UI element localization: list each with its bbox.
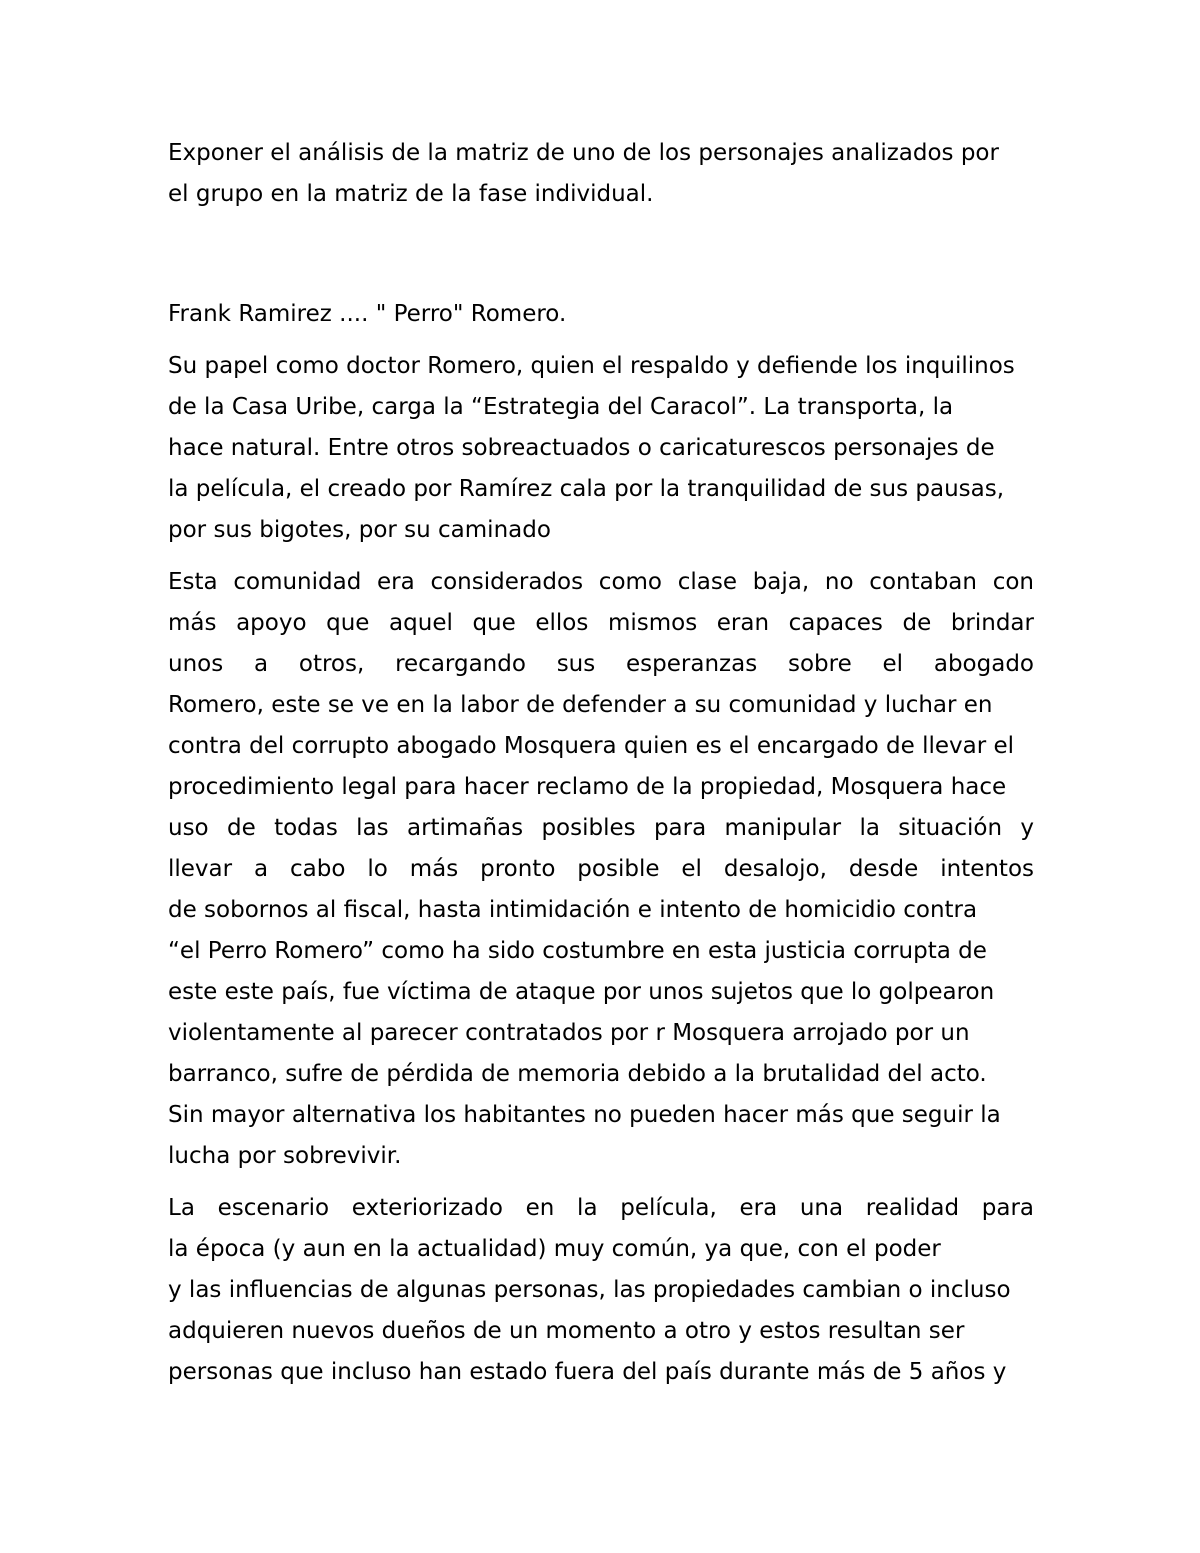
paragraph-line: La escenario exteriorizado en la película, era una realidad para bbox=[168, 1195, 1034, 1221]
paragraph-line: Su papel como doctor Romero, quien el respaldo y defiende los inquilinos bbox=[168, 353, 1015, 379]
prompt-line: el grupo en la matriz de la fase individual. bbox=[168, 181, 654, 207]
paragraph-line: personas que incluso han estado fuera del país durante más de 5 años y bbox=[168, 1359, 1007, 1385]
paragraph-line: Esta comunidad era considerados como clase baja, no contaban con bbox=[168, 569, 1034, 595]
paragraph-line: uso de todas las artimañas posibles para manipular la situación y bbox=[168, 815, 1034, 841]
paragraph-line: llevar a cabo lo más pronto posible el desalojo, desde intentos bbox=[168, 856, 1034, 882]
paragraph-scenario bbox=[168, 1188, 1034, 1393]
paragraph-line: este este país, fue víctima de ataque por unos sujetos que lo golpearon bbox=[168, 979, 995, 1005]
document-body bbox=[168, 133, 1034, 1393]
paragraph-line: Romero, este se ve en la labor de defender a su comunidad y luchar en bbox=[168, 692, 993, 718]
paragraph-line: hace natural. Entre otros sobreactuados o caricaturescos personajes de bbox=[168, 435, 995, 461]
prompt-line: Exponer el análisis de la matriz de uno de los personajes analizados por bbox=[168, 140, 999, 166]
paragraph-line: por sus bigotes, por su caminado bbox=[168, 517, 551, 543]
paragraph-line: procedimiento legal para hacer reclamo de la propiedad, Mosquera hace bbox=[168, 774, 1007, 800]
paragraph-line: “el Perro Romero” como ha sido costumbre en esta justicia corrupta de bbox=[168, 938, 987, 964]
paragraph-line: barranco, sufre de pérdida de memoria debido a la brutalidad del acto. bbox=[168, 1061, 987, 1087]
paragraph-line: Sin mayor alternativa los habitantes no pueden hacer más que seguir la bbox=[168, 1102, 1001, 1128]
paragraph-line: más apoyo que aquel que ellos mismos eran capaces de brindar bbox=[168, 610, 1034, 636]
paragraph-line: la época (y aun en la actualidad) muy común, ya que, con el poder bbox=[168, 1236, 941, 1262]
paragraph-community bbox=[168, 562, 1034, 1177]
paragraph-line: lucha por sobrevivir. bbox=[168, 1143, 402, 1169]
paragraph-line: de sobornos al fiscal, hasta intimidación e intento de homicidio contra bbox=[168, 897, 978, 923]
paragraph-line: unos a otros, recargando sus esperanzas sobre el abogado bbox=[168, 651, 1034, 677]
character-heading: Frank Ramirez .... " Perro" Romero. bbox=[168, 301, 567, 327]
paragraph-line: contra del corrupto abogado Mosquera quien es el encargado de llevar el bbox=[168, 733, 1015, 759]
paragraph-line: de la Casa Uribe, carga la “Estrategia del Caracol”. La transporta, la bbox=[168, 394, 954, 420]
paragraph-line: violentamente al parecer contratados por r Mosquera arrojado por un bbox=[168, 1020, 970, 1046]
assignment-prompt bbox=[168, 133, 1034, 215]
paragraph-line: la película, el creado por Ramírez cala por la tranquilidad de sus pausas, bbox=[168, 476, 1005, 502]
paragraph-line: adquieren nuevos dueños de un momento a otro y estos resultan ser bbox=[168, 1318, 965, 1344]
paragraph-line: y las influencias de algunas personas, las propiedades cambian o incluso bbox=[168, 1277, 1011, 1303]
paragraph-role-description bbox=[168, 346, 1034, 551]
